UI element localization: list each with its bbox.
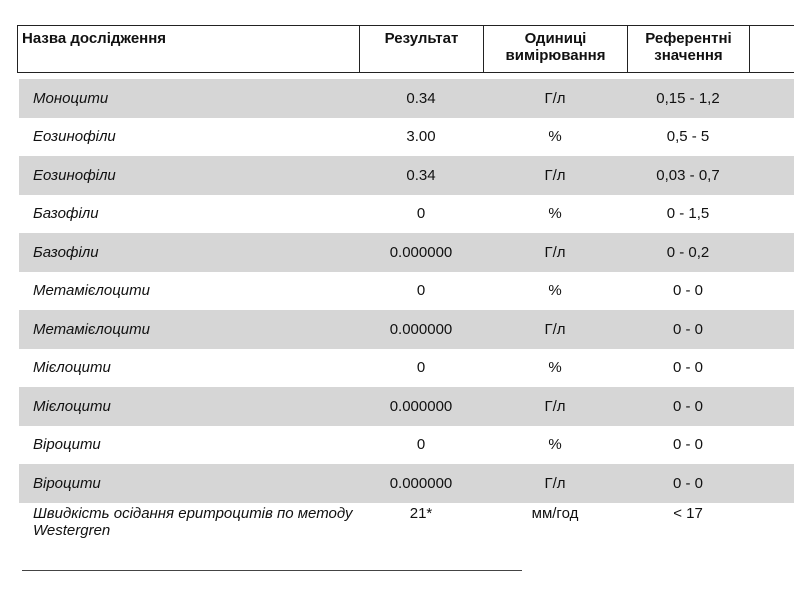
test-result: 0.000000 [389, 397, 453, 415]
test-result: 0.000000 [389, 474, 453, 492]
header-reference: Референтні значення [628, 26, 750, 72]
test-result: 0.34 [406, 166, 436, 184]
header-test-name: Назва дослідження [18, 26, 360, 72]
test-reference: 0 - 0 [672, 359, 703, 377]
test-reference: 0 - 0 [672, 320, 703, 338]
test-reference: 0,03 - 0,7 [656, 166, 720, 184]
test-reference: < 17 [673, 504, 703, 522]
test-name: Моноцити [33, 89, 109, 107]
test-unit: % [548, 436, 562, 454]
table-row [19, 195, 794, 234]
test-unit: Г/л [544, 397, 566, 415]
test-unit: Г/л [544, 320, 566, 338]
test-unit: Г/л [544, 89, 566, 107]
test-unit: Г/л [544, 166, 566, 184]
test-unit: % [548, 282, 562, 300]
test-name: Базофіли [33, 205, 99, 223]
divider [22, 570, 522, 571]
test-result: 0.34 [406, 89, 436, 107]
test-name: Еозинофіли [33, 128, 116, 146]
test-name: Метамієлоцити [33, 320, 150, 338]
table-row [19, 349, 794, 388]
test-name: Базофіли [33, 243, 99, 261]
test-result: 0.000000 [389, 320, 453, 338]
table-row [19, 503, 794, 557]
test-result: 0 [416, 359, 426, 377]
results-table [19, 79, 794, 557]
table-header [17, 25, 794, 73]
table-row [19, 272, 794, 311]
test-unit: мм/год [531, 504, 579, 522]
test-result: 0 [416, 436, 426, 454]
test-reference: 0 - 0,2 [666, 243, 710, 261]
test-result: 0 [416, 282, 426, 300]
table-row [19, 156, 794, 195]
table-row [19, 464, 794, 503]
test-name: Мієлоцити [33, 397, 111, 415]
test-name: Еозинофіли [33, 166, 116, 184]
table-row [19, 426, 794, 465]
test-unit: % [548, 128, 562, 146]
test-result: 3.00 [406, 128, 436, 146]
test-reference: 0,15 - 1,2 [656, 89, 720, 107]
test-reference: 0 - 1,5 [666, 205, 710, 223]
test-result: 0.000000 [389, 243, 453, 261]
header-result: Результат [360, 26, 484, 72]
test-result: 0 [416, 205, 426, 223]
test-name: Віроцити [33, 474, 101, 492]
table-row [19, 387, 794, 426]
test-name: Метамієлоцити [33, 282, 150, 300]
table-row [19, 79, 794, 118]
table-row [19, 310, 794, 349]
test-reference: 0 - 0 [672, 282, 703, 300]
test-result: 21* [409, 504, 433, 522]
table-row [19, 233, 794, 272]
test-reference: 0 - 0 [672, 474, 703, 492]
header-units: Одиниці вимірювання [484, 26, 628, 72]
test-unit: % [548, 359, 562, 377]
test-name: Віроцити [33, 436, 101, 454]
test-unit: Г/л [544, 243, 566, 261]
test-unit: % [548, 205, 562, 223]
test-reference: 0 - 0 [672, 436, 703, 454]
test-reference: 0,5 - 5 [666, 128, 710, 146]
table-row [19, 118, 794, 157]
test-name: Мієлоцити [33, 359, 111, 377]
test-reference: 0 - 0 [672, 397, 703, 415]
test-unit: Г/л [544, 474, 566, 492]
header-empty-column [750, 26, 794, 72]
test-name: Швидкість осідання еритроцитів по методу Westergren [33, 504, 353, 539]
